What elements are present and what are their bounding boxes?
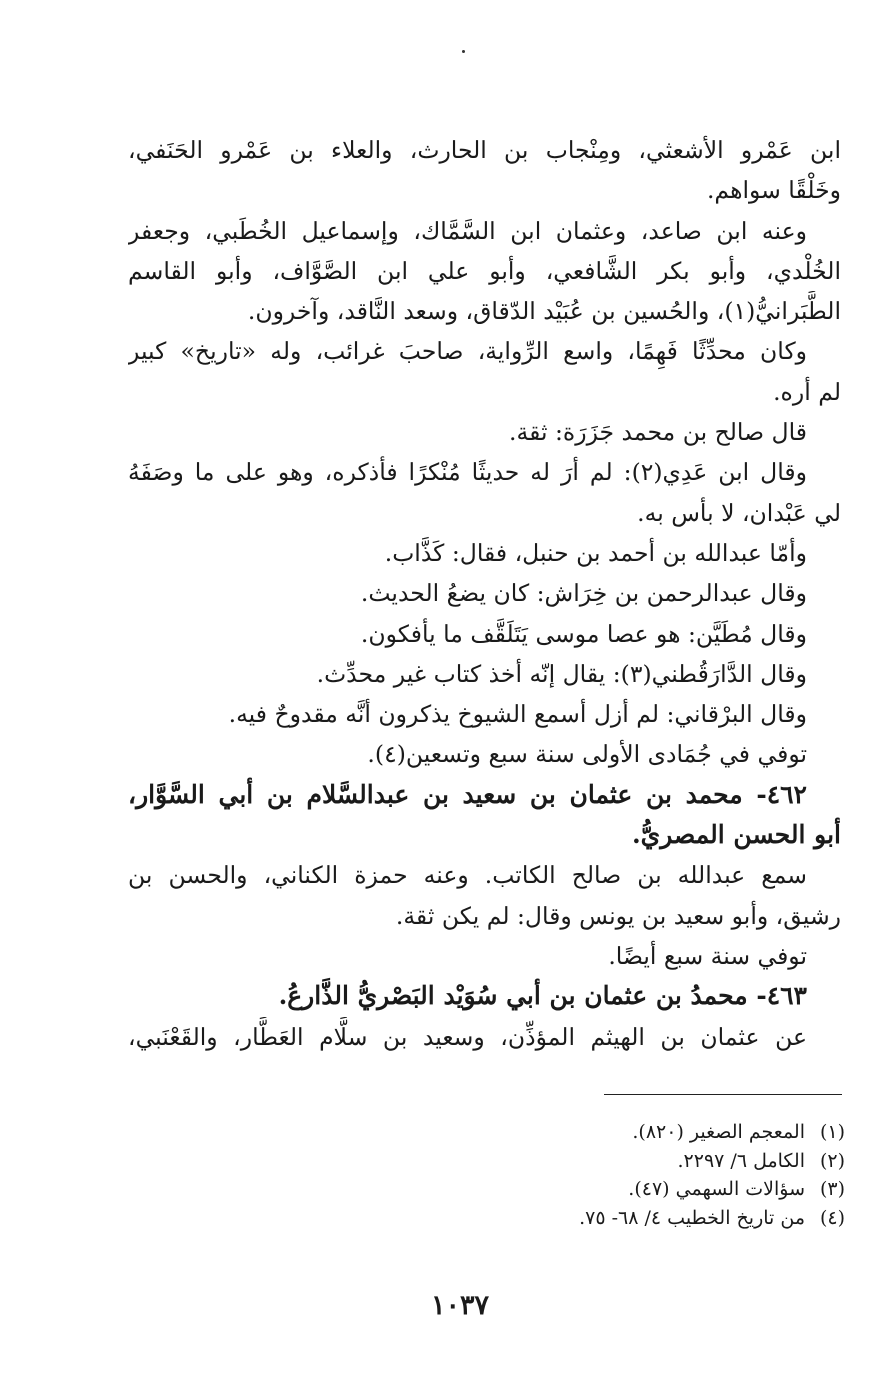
text-line: لي عَبْدان، لا بأس به. [637, 498, 841, 527]
text-line: الطَّبَرانيُّ(١)، والحُسين بن عُبَيْد الدّقاق، وسعد النَّاقد، وآخرون. [247, 297, 841, 326]
footnotes [380, 1118, 845, 1232]
footnote-text: سؤالات السهمي (٤٧). [628, 1178, 805, 1200]
text-line: وأمّا عبدالله بن أحمد بن حنبل، فقال: كَذَّاب. [384, 538, 807, 567]
page-number: ١٠٣٧ [430, 1290, 489, 1321]
footnote-text: الكامل ٦/ ٢٢٩٧. [677, 1149, 805, 1172]
footnote-text: من تاريخ الخطيب ٤/ ٦٨- ٧٥. [579, 1206, 805, 1229]
footnote [380, 1118, 845, 1147]
text-line: قال صالح بن محمد جَزَرَة: ثقة. [509, 418, 807, 447]
footnote [380, 1175, 845, 1204]
text-line: وقال عبدالرحمن بن خِرَاش: كان يضعُ الحديث. [360, 579, 807, 608]
footnote [380, 1147, 845, 1176]
footnote-number: (٤) [819, 1206, 845, 1229]
footnote [380, 1204, 845, 1233]
ink-dot [462, 50, 465, 53]
entry-heading-462-cont: أبو الحسن المصريُّ. [631, 820, 841, 850]
text-line: وعنه ابن صاعد، وعثمان ابن السَّمَّاك، وإسماعيل الخُطَبي، وجعفر [128, 216, 807, 245]
footnote-divider [604, 1094, 842, 1095]
text-line: رشيق، وأبو سعيد بن يونس وقال: لم يكن ثقة. [395, 901, 841, 930]
text-line: لم أره. [773, 377, 841, 406]
text-line: وخَلْقًا سواهم. [706, 176, 841, 205]
text-line: وقال مُطَيَّن: هو عصا موسى يَتَلَقَّف ما يأفكون. [360, 619, 807, 648]
text-line: وقال البرْقاني: لم أزل أسمع الشيوخ يذكرون أنَّه مقدوحٌ فيه. [228, 700, 807, 729]
footnote-text: المعجم الصغير (٨٢٠). [632, 1121, 805, 1143]
text-line: وقال الدَّارَقُطني(٣): يقال إنّه أخذ كتاب غير محدِّث. [316, 659, 807, 688]
text-line: توفي سنة سبع أيضًا. [608, 941, 807, 970]
main-text [128, 130, 841, 1057]
text-line: توفي في جُمَادى الأولى سنة سبع وتسعين(٤). [367, 740, 807, 769]
text-line: سمع عبدالله بن صالح الكاتب. وعنه حمزة الكناني، والحسن بن [128, 861, 807, 890]
entry-heading-463: ٤٦٣- محمدُ بن عثمان بن أبي سُوَيْد البَصْريُّ الذَّارعُ. [278, 981, 807, 1011]
text-line: ابن عَمْرو الأشعثي، ومِنْجاب بن الحارث، والعلاء بن عَمْرو الحَنَفي، [128, 136, 841, 164]
footnote-number: (١) [819, 1121, 845, 1143]
text-line: الخُلْدي، وأبو بكر الشَّافعي، وأبو علي ابن الصَّوَّاف، وأبو القاسم [128, 256, 841, 285]
footnote-number: (٣) [819, 1178, 845, 1200]
text-line: وكان محدِّثًا فَهِمًا، واسع الرِّواية، صاحبَ غرائب، وله «تاريخ» كبير [128, 337, 807, 366]
text-line: عن عثمان بن الهيثم المؤذِّن، وسعيد بن سلَّام العَطَّار، والقَعْنَبي، [128, 1022, 807, 1051]
text-line: وقال ابن عَدِي(٢): لم أرَ له حديثًا مُنْكرًا فأذكره، وهو على ما وصَفَهُ [128, 458, 807, 487]
entry-heading-462: ٤٦٢- محمد بن عثمان بن سعيد بن عبدالسَّلام بن أبي السَّوَّار، [128, 779, 807, 809]
footnote-number: (٢) [819, 1149, 845, 1172]
